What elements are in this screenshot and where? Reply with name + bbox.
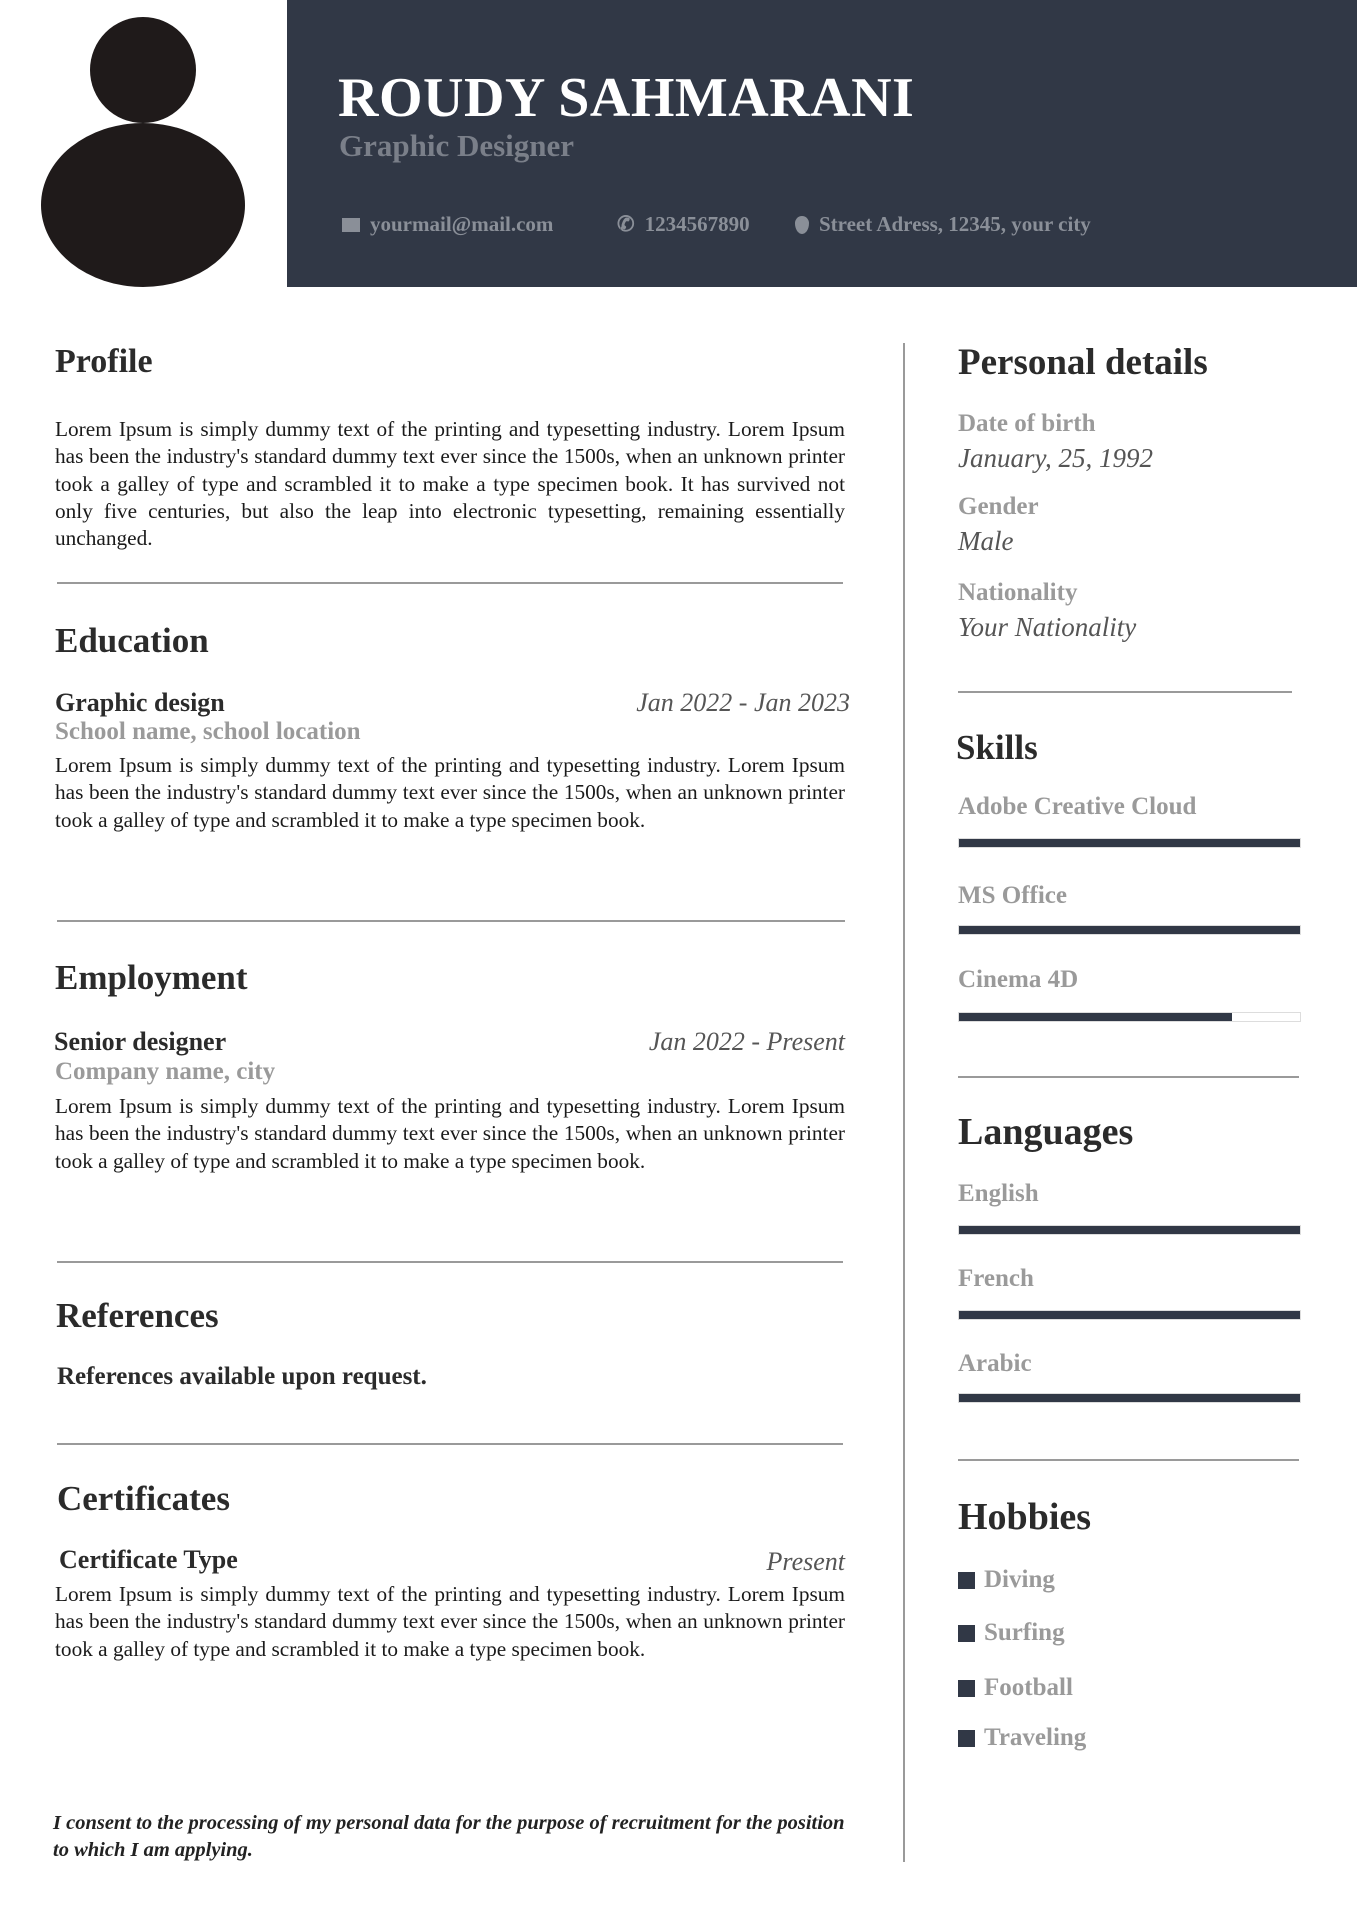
consent-text: I consent to the processing of my personal data for the purpose of recruitment for the position to which I am applying.	[53, 1812, 845, 1861]
phone-text: 1234567890	[644, 212, 750, 236]
profile-text: Lorem Ipsum is simply dummy text of the printing and typesetting industry. Lorem Ipsum has been the industry's standard dummy text ever since the 1500s, when an unknown printer took a galley of type and scrambled it to make a type specimen book. It has survived not only five centuries, but also the leap into electronic typesetting, remaining essentially unchanged.	[55, 417, 845, 551]
contact-email	[342, 212, 553, 237]
hobby-item	[958, 1566, 1055, 1594]
dob-label: Date of birth	[958, 410, 1096, 437]
education-school: School name, school location	[55, 718, 361, 745]
employment-title: Senior designer	[54, 1027, 227, 1056]
nationality-label: Nationality	[958, 579, 1078, 606]
hobby-label: Diving	[984, 1566, 1055, 1593]
employment-company: Company name, city	[55, 1058, 276, 1085]
envelope-icon	[342, 218, 360, 232]
skill-name: Adobe Creative Cloud	[958, 793, 1197, 820]
skill-bar	[958, 1012, 1301, 1022]
certificate-title: Certificate Type	[59, 1545, 238, 1574]
references-text: References available upon request.	[57, 1363, 427, 1390]
phone-icon: ✆	[617, 212, 635, 236]
hobby-label: Football	[984, 1674, 1073, 1701]
certificate-text: Lorem Ipsum is simply dummy text of the printing and typesetting industry. Lorem Ipsum has been the industry's standard dummy text ever since the 1500s, when an unknown printer took a galley of type and scrambled it to make a type specimen book.	[55, 1582, 845, 1661]
bar-fill	[959, 1394, 1300, 1402]
language-bar	[958, 1310, 1301, 1320]
language-name: Arabic	[958, 1350, 1032, 1377]
job-title: Graphic Designer	[339, 128, 575, 163]
hobby-item	[958, 1674, 1073, 1702]
location-pin-icon	[795, 216, 809, 234]
language-name: English	[958, 1180, 1039, 1207]
bar-fill	[959, 926, 1300, 934]
hobby-label: Traveling	[984, 1724, 1087, 1751]
square-bullet-icon	[958, 1625, 975, 1642]
employment-dates: Jan 2022 - Present	[648, 1027, 845, 1056]
bar-fill	[959, 1311, 1300, 1319]
divider	[57, 1443, 843, 1445]
skills-heading: Skills	[956, 728, 1038, 767]
hobby-label: Surfing	[984, 1619, 1065, 1646]
employment-text: Lorem Ipsum is simply dummy text of the printing and typesetting industry. Lorem Ipsum has been the industry's standard dummy text ever since the 1500s, when an unknown printer took a galley of type and scrambled it to make a type specimen book.	[55, 1094, 845, 1173]
divider	[958, 1459, 1299, 1461]
employment-heading: Employment	[55, 958, 248, 997]
divider	[958, 1076, 1299, 1078]
language-name: French	[958, 1265, 1034, 1292]
avatar	[0, 0, 287, 287]
references-heading: References	[56, 1296, 219, 1335]
column-divider	[903, 343, 905, 1862]
square-bullet-icon	[958, 1572, 975, 1589]
hobby-item	[958, 1619, 1065, 1647]
hobbies-heading: Hobbies	[958, 1496, 1092, 1538]
education-text: Lorem Ipsum is simply dummy text of the printing and typesetting industry. Lorem Ipsum has been the industry's standard dummy text ever since the 1500s, when an unknown printer took a galley of type and scrambled it to make a type specimen book.	[55, 753, 845, 832]
contact-address	[795, 212, 1091, 237]
language-bar	[958, 1225, 1301, 1235]
education-heading: Education	[55, 621, 209, 660]
gender-value: Male	[958, 526, 1014, 556]
profile-heading: Profile	[55, 343, 153, 380]
address-text: Street Adress, 12345, your city	[819, 212, 1091, 236]
bar-fill	[959, 1013, 1232, 1021]
skill-bar	[958, 838, 1301, 848]
language-bar	[958, 1393, 1301, 1403]
email-text[interactable]: yourmail@mail.com	[370, 212, 554, 236]
gender-label: Gender	[958, 493, 1039, 520]
bar-fill	[959, 1226, 1300, 1234]
skill-bar	[958, 925, 1301, 935]
divider	[57, 1261, 843, 1263]
square-bullet-icon	[958, 1730, 975, 1747]
divider	[57, 582, 843, 584]
skill-name: MS Office	[958, 882, 1067, 909]
bar-fill	[959, 839, 1300, 847]
contact-phone	[617, 212, 750, 237]
personal-details-heading: Personal details	[958, 342, 1208, 383]
education-title: Graphic design	[55, 688, 225, 717]
divider	[958, 691, 1292, 693]
dob-value: January, 25, 1992	[958, 443, 1153, 473]
languages-heading: Languages	[958, 1111, 1134, 1153]
skill-name: Cinema 4D	[958, 966, 1079, 993]
square-bullet-icon	[958, 1680, 975, 1697]
divider	[57, 920, 845, 922]
education-dates: Jan 2022 - Jan 2023	[636, 688, 850, 717]
full-name: ROUDY SAHMARANI	[338, 67, 915, 129]
certificates-heading: Certificates	[57, 1479, 230, 1518]
hobby-item	[958, 1724, 1086, 1752]
nationality-value: Your Nationality	[958, 612, 1137, 642]
certificate-dates: Present	[766, 1547, 845, 1576]
